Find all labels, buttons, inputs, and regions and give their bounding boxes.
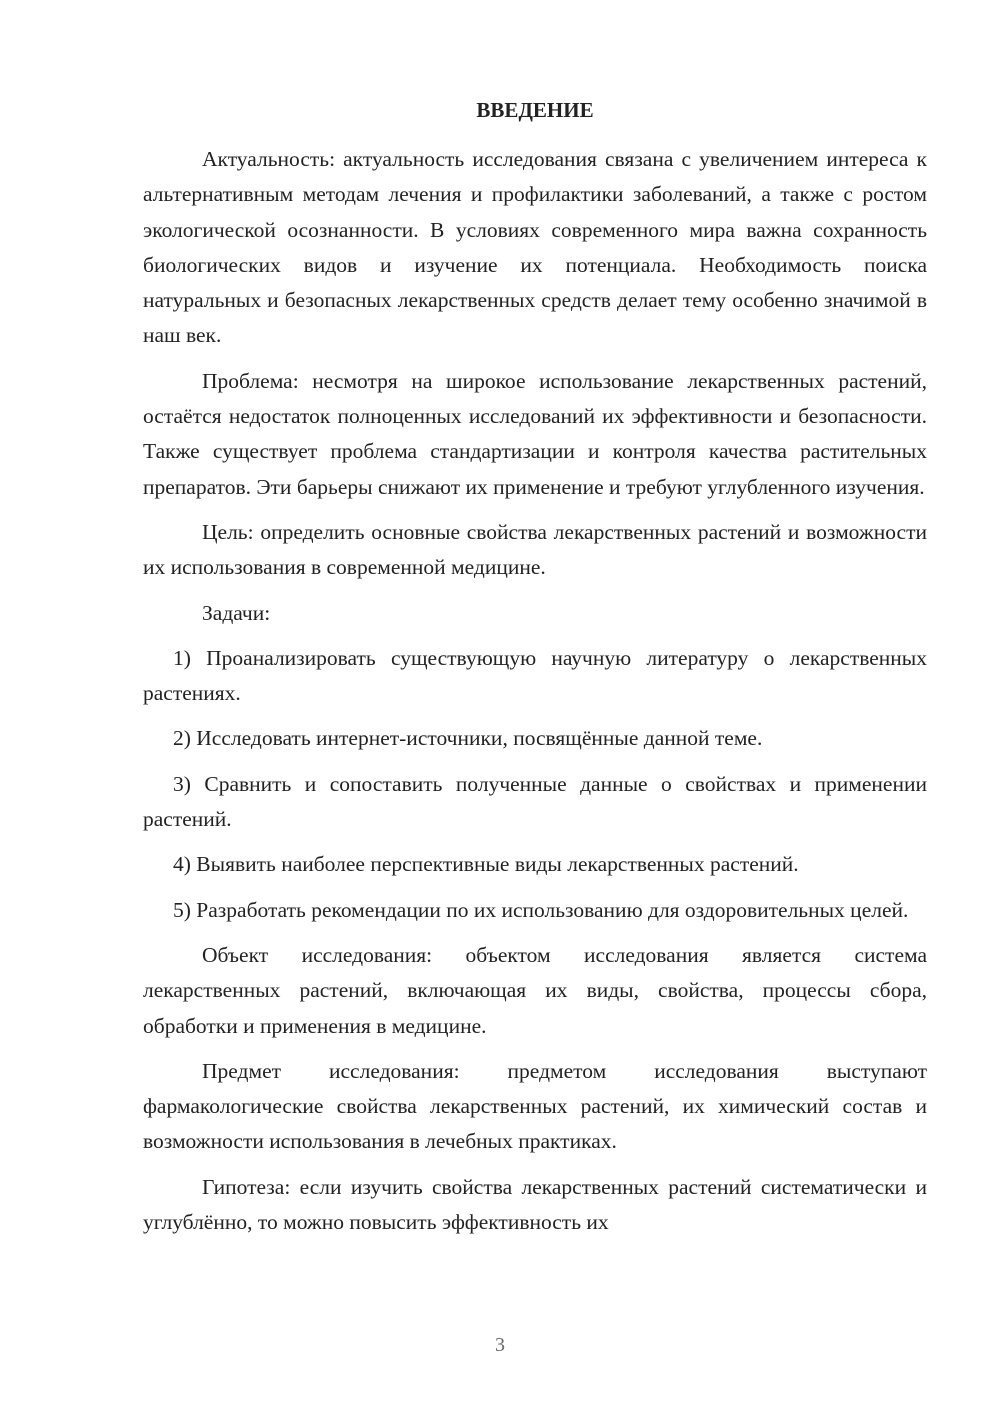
task-item: 5) Разработать рекомендации по их использованию для оздоровительных целей. [173,897,909,922]
task-item: 3) Сравнить и сопоставить полученные данные о свойствах и применении растений. [143,771,927,832]
object-paragraph: Объект исследования: объектом исследования является система лекарственных растений, включающая их виды, свойства, процессы сбора, обработки и применения в медицине. [143,942,927,1038]
relevance-paragraph: Актуальность: актуальность исследования связана с увеличением интереса к альтернативным методам лечения и профилактики заболеваний, а также с ростом экологической осознанности. В условиях современного мира важна сохранность биологических видов и изучение их потенциала. Необходимость поиска натуральных и безопасных лекарственных средств делает тему особенно значимой в наш век. [143,147,927,348]
hypothesis-paragraph: Гипотеза: если изучить свойства лекарственных растений систематически и углублённо, то можно повысить эффективность их [143,1174,927,1235]
task-item: 4) Выявить наиболее перспективные виды лекарственных растений. [173,852,799,877]
task-item: 1) Проанализировать существующую научную литературу о лекарственных растениях. [143,645,927,706]
task-item: 2) Исследовать интернет-источники, посвящённые данной теме. [173,726,763,751]
problem-paragraph: Проблема: несмотря на широкое использование лекарственных растений, остаётся недостаток полноценных исследований их эффективности и безопасности. Также существует проблема стандартизации и контроля качества растительных препаратов. Эти барьеры снижают их применение и требуют углубленного изучения. [143,368,927,499]
section-title: ВВЕДЕНИЕ [476,98,594,122]
goal-paragraph: Цель: определить основные свойства лекарственных растений и возможности их использования в современной медицине. [143,519,927,580]
page-number: 3 [495,1334,505,1356]
subject-paragraph: Предмет исследования: предметом исследования выступают фармакологические свойства лекарственных растений, их химический состав и возможности использования в лечебных практиках. [143,1058,927,1154]
tasks-heading: Задачи: [202,600,271,625]
document-body [143,142,927,1240]
